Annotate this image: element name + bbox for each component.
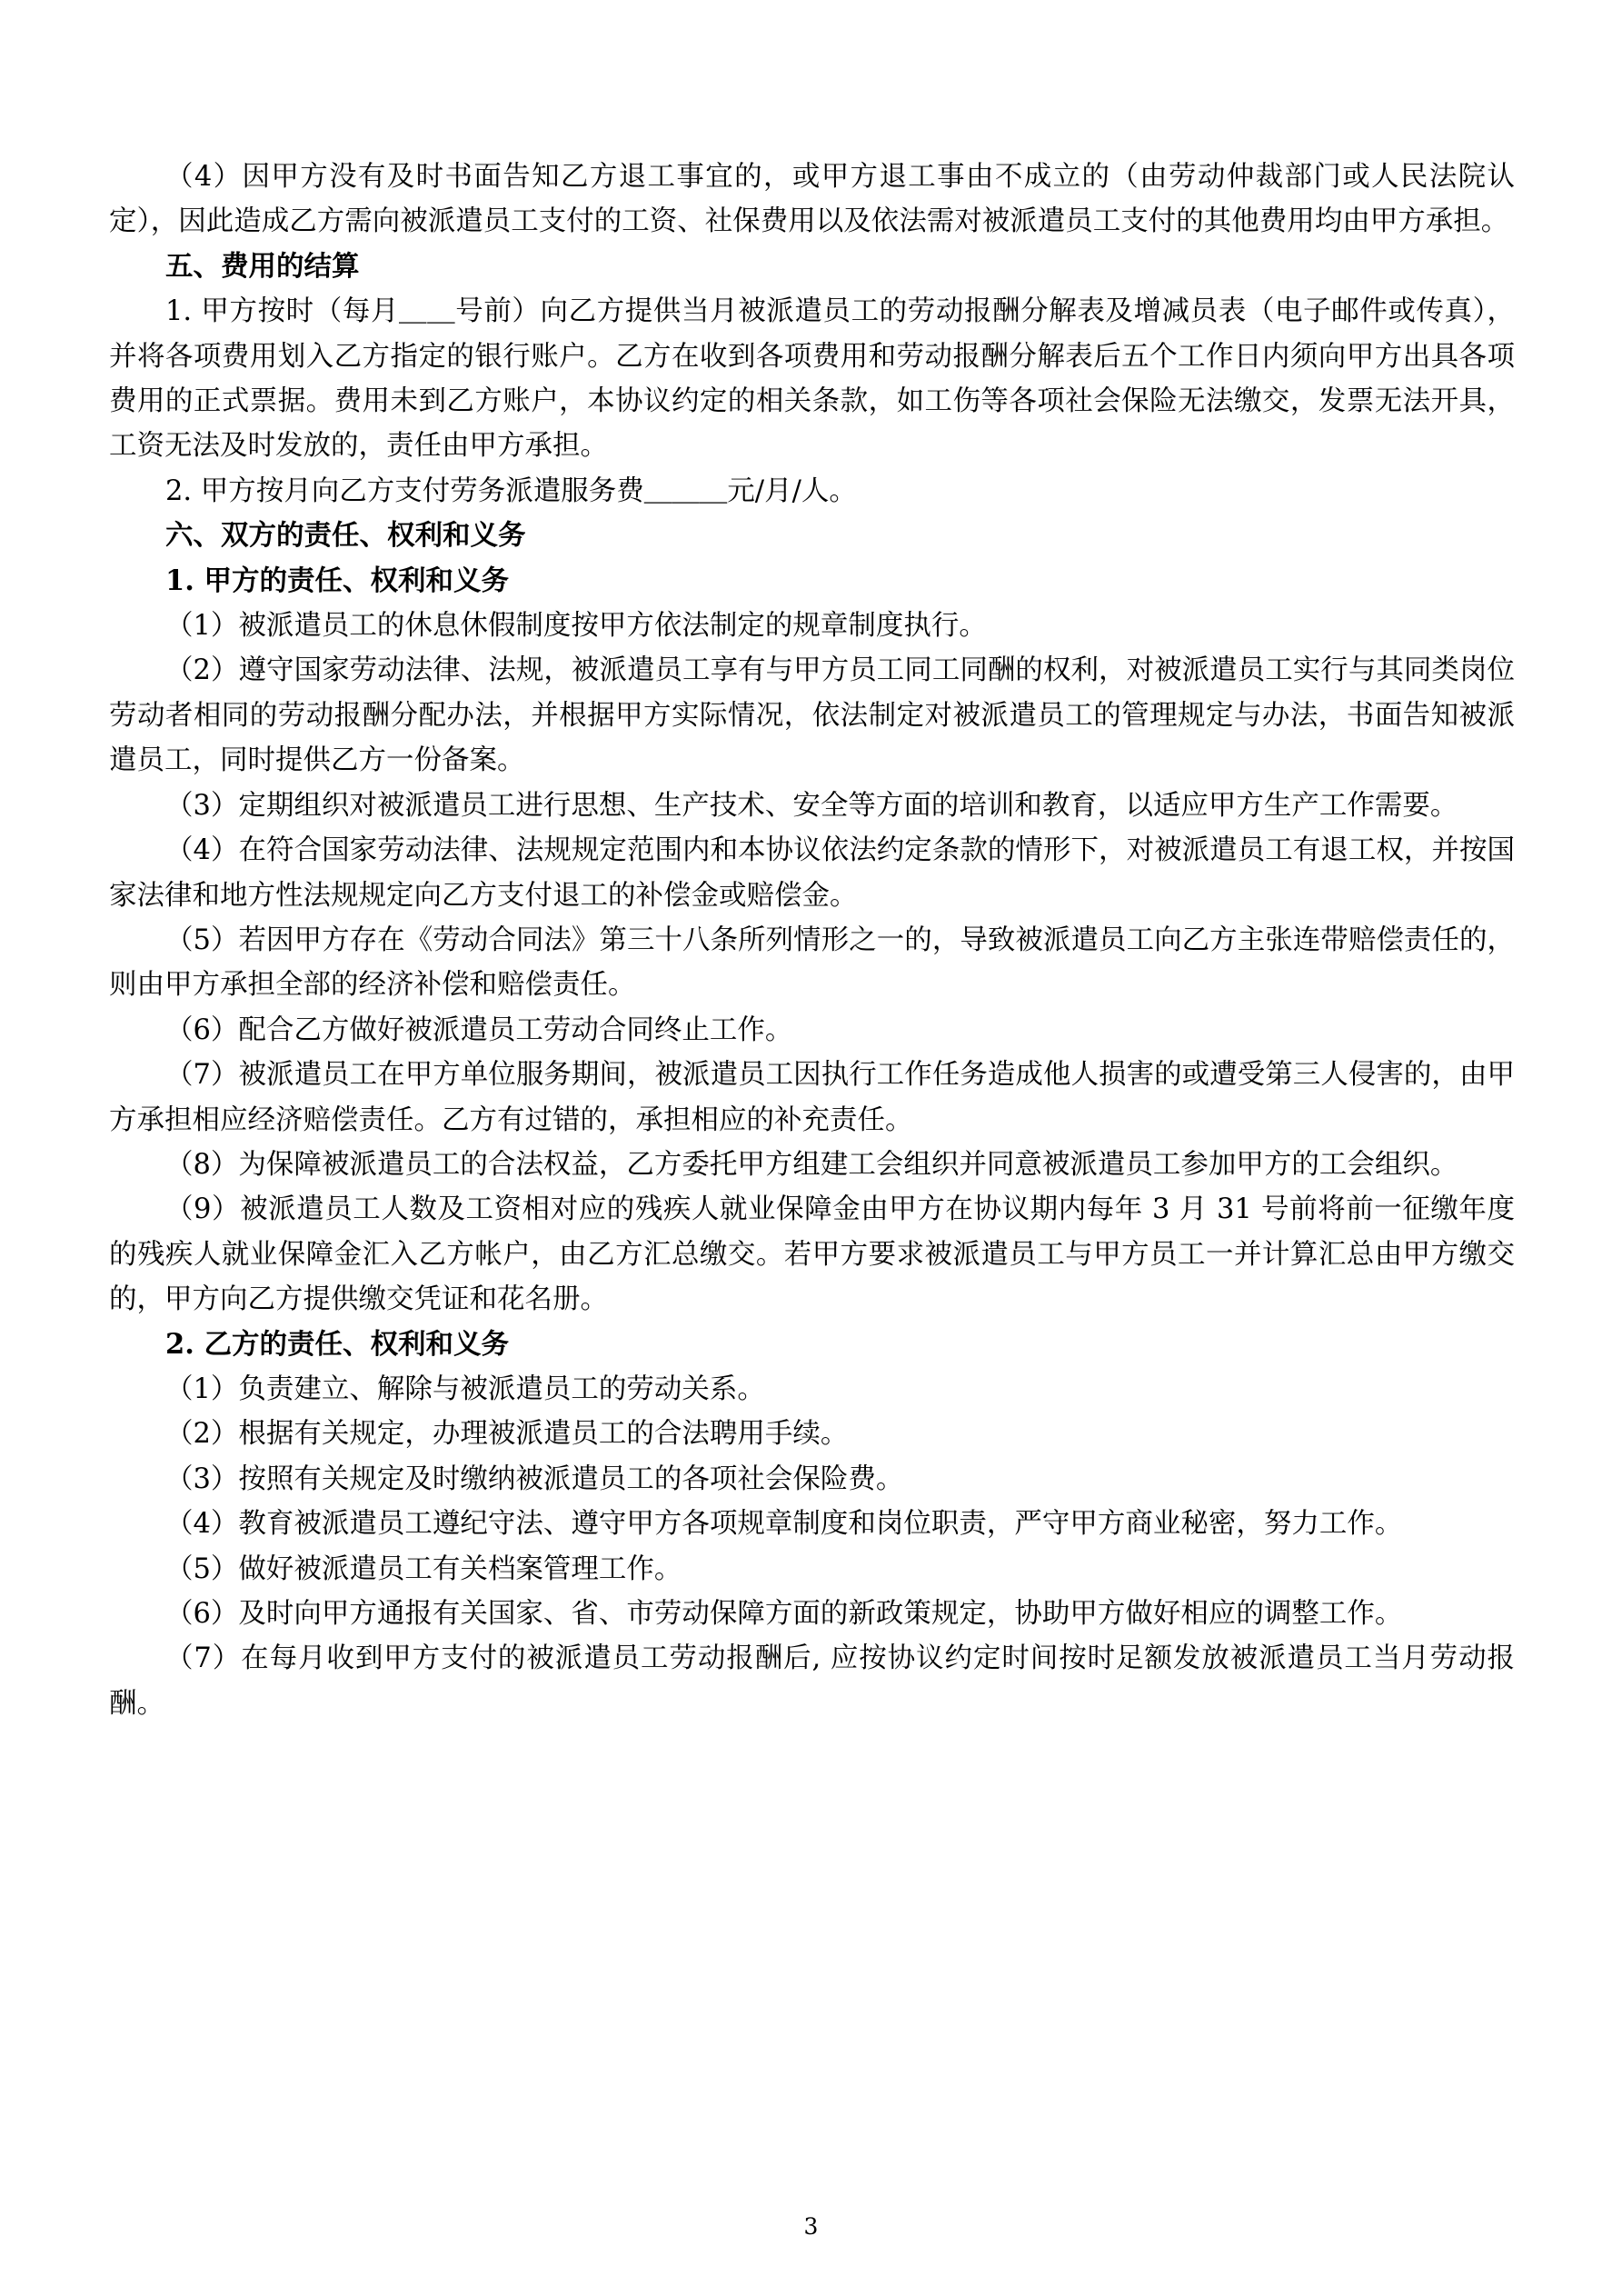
paragraph: （5）若因甲方存在《劳动合同法》第三十八条所列情形之一的，导致被派遣员工向乙方主张连带赔偿责任的，则由甲方承担全部的经济补偿和赔偿责任。 [109,923,1515,1002]
paragraph: （6）配合乙方做好被派遣员工劳动合同终止工作。 [165,1013,793,1046]
paragraph: （4）教育被派遣员工遵纪守法、遵守甲方各项规章制度和岗位职责，严守甲方商业秘密，努力工作。 [165,1508,1403,1541]
subsection-heading: 1. 甲方的责任、权利和义务 [165,564,509,597]
paragraph: （1）负责建立、解除与被派遣员工的劳动关系。 [165,1373,765,1405]
section-heading: 六、双方的责任、权利和义务 [165,519,526,553]
paragraph: 2. 甲方按月向乙方支付劳务派遣服务费＿＿＿元/月/人。 [165,474,857,507]
paragraph: （5）做好被派遣员工有关档案管理工作。 [165,1552,682,1585]
section-heading: 五、费用的结算 [165,249,360,283]
paragraph: （4）在符合国家劳动法律、法规规定范围内和本协议依法约定条款的情形下，对被派遣员工有退工权，并按国家法律和地方性法规规定向乙方支付退工的补偿金或赔偿金。 [109,834,1515,912]
paragraph: （3）定期组织对被派遣员工进行思想、生产技术、安全等方面的培训和教育，以适应甲方生产工作需要。 [165,789,1458,822]
paragraph: （7）被派遣员工在甲方单位服务期间，被派遣员工因执行工作任务造成他人损害的或遭受第三人侵害的，由甲方承担相应经济赔偿责任。乙方有过错的，承担相应的补充责任。 [109,1059,1515,1136]
page-number: 3 [803,2213,819,2240]
paragraph: （4）因甲方没有及时书面告知乙方退工事宜的，或甲方退工事由不成立的（由劳动仲裁部门或人民法院认定），因此造成乙方需向被派遣员工支付的工资、社保费用以及依法需对被派遣员工支付的其他费用均由甲方承担。 [109,161,1515,238]
paragraph: （2）遵守国家劳动法律、法规，被派遣员工享有与甲方员工同工同酬的权利，对被派遣员工实行与其同类岗位劳动者相同的劳动报酬分配办法，并根据甲方实际情况，依法制定对被派遣员工的管理规定与办法，书面告知被派遣员工，同时提供乙方一份备案。 [109,654,1515,777]
paragraph: （1）被派遣员工的休息休假制度按甲方依法制定的规章制度执行。 [165,610,987,643]
paragraph: （2）根据有关规定，办理被派遣员工的合法聘用手续。 [165,1418,849,1451]
paragraph: （6）及时向甲方通报有关国家、省、市劳动保障方面的新政策规定，协助甲方做好相应的调整工作。 [165,1598,1403,1630]
paragraph: （8）为保障被派遣员工的合法权益，乙方委托甲方组建工会组织并同意被派遣员工参加甲方的工会组织。 [165,1148,1458,1181]
subsection-heading: 2. 乙方的责任、权利和义务 [165,1327,509,1361]
paragraph: （9）被派遣员工人数及工资相对应的残疾人就业保障金由甲方在协议期内每年 3 月 31 号前将前一征缴年度的残疾人就业保障金汇入乙方帐户，由乙方汇总缴交。若甲方要求被派遣员工与甲方员工一并计算汇总由甲方缴交的，甲方向乙方提供缴交凭证和花名册。 [109,1193,1515,1316]
paragraph: （3）按照有关规定及时缴纳被派遣员工的各项社会保险费。 [165,1462,904,1495]
paragraph: 1. 甲方按时（每月＿＿号前）向乙方提供当月被派遣员工的劳动报酬分解表及增减员表（电子邮件或传真），并将各项费用划入乙方指定的银行账户。乙方在收到各项费用和劳动报酬分解表后五个工作日内须向甲方出具各项费用的正式票据。费用未到乙方账户，本协议约定的相关条款，如工伤等各项社会保险无法缴交，发票无法开具，工资无法及时发放的，责任由甲方承担。 [109,295,1515,463]
paragraph: （7）在每月收到甲方支付的被派遣员工劳动报酬后, 应按协议约定时间按时足额发放被派遣员工当月劳动报酬。 [109,1642,1515,1720]
document-body [109,155,1515,1726]
